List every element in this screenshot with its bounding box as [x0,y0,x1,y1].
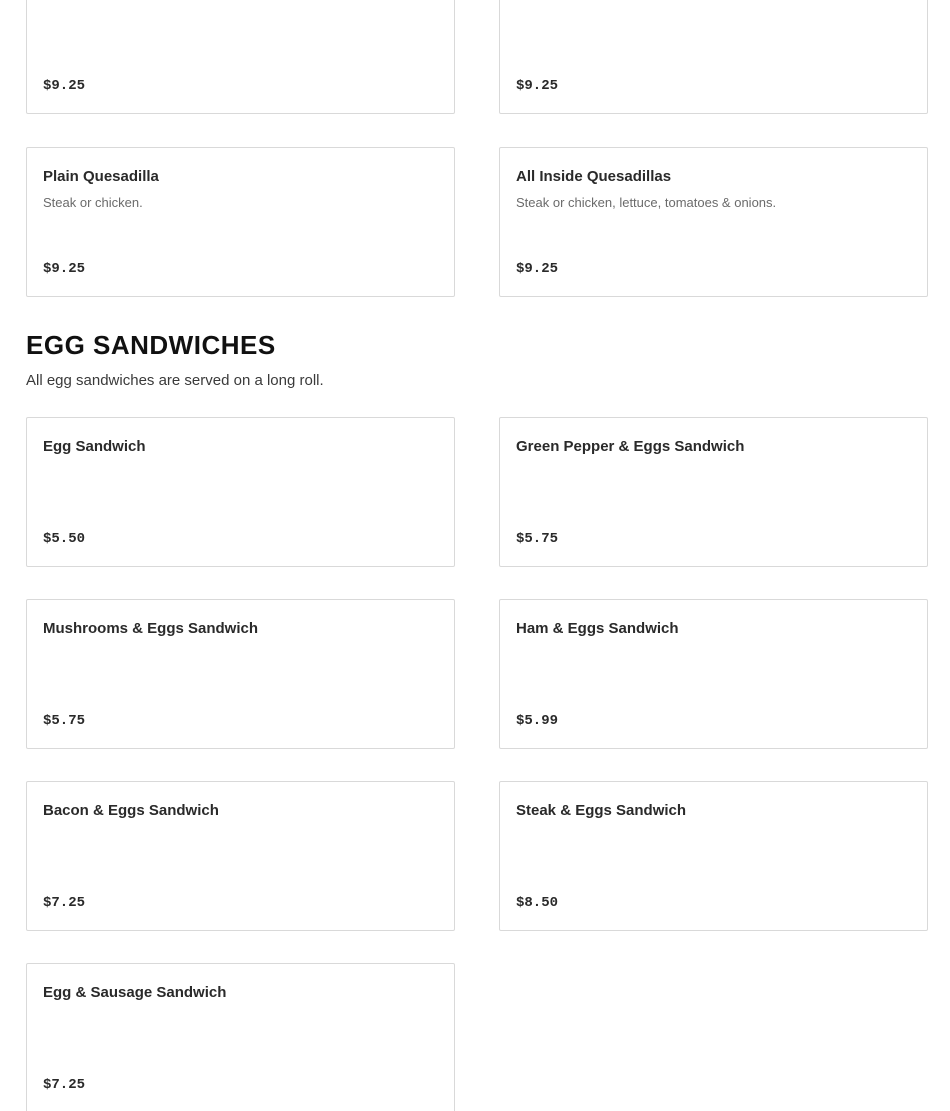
menu-item-name: Egg Sandwich [43,438,146,455]
menu-item-card[interactable] [26,963,455,1111]
menu-item-card[interactable] [26,0,455,114]
menu-item-name: Ham & Eggs Sandwich [516,620,679,637]
menu-item-name: All Inside Quesadillas [516,168,672,185]
menu-item-name: Mushrooms & Eggs Sandwich [43,620,259,637]
menu-item-price: $9.25 [516,78,559,94]
menu-item-card[interactable] [499,599,928,749]
menu-item-name: Egg & Sausage Sandwich [43,984,227,1001]
menu-item-price: $5.75 [516,531,559,547]
menu-item-price: $7.25 [43,1077,86,1093]
menu-item-card[interactable] [499,147,928,297]
menu-item-card[interactable] [499,781,928,931]
menu-item-card[interactable] [26,599,455,749]
menu-item-card[interactable] [26,781,455,931]
menu-item-price: $7.25 [43,895,86,911]
menu-item-card[interactable] [499,0,928,114]
menu-item-name: Bacon & Eggs Sandwich [43,802,219,819]
menu-item-price: $5.75 [43,713,86,729]
section-description: All egg sandwiches are served on a long roll. [26,372,324,389]
menu-item-card[interactable] [499,417,928,567]
menu-item-price: $9.25 [516,261,559,277]
menu-item-price: $9.25 [43,261,86,277]
menu-item-description: Steak or chicken. [43,195,143,210]
menu-item-price: $5.50 [43,531,86,547]
menu-item-price: $8.50 [516,895,559,911]
menu-item-name: Plain Quesadilla [43,168,159,185]
menu-item-description: Steak or chicken, lettuce, tomatoes & onions. [516,195,777,210]
menu-item-price: $9.25 [43,78,86,94]
menu-item-card[interactable] [26,147,455,297]
menu-item-name: Steak & Eggs Sandwich [516,802,687,819]
menu-item-name: Green Pepper & Eggs Sandwich [516,438,745,455]
menu-item-card[interactable] [26,417,455,567]
menu-item-price: $5.99 [516,713,559,729]
section-title: EGG SANDWICHES [26,330,276,360]
